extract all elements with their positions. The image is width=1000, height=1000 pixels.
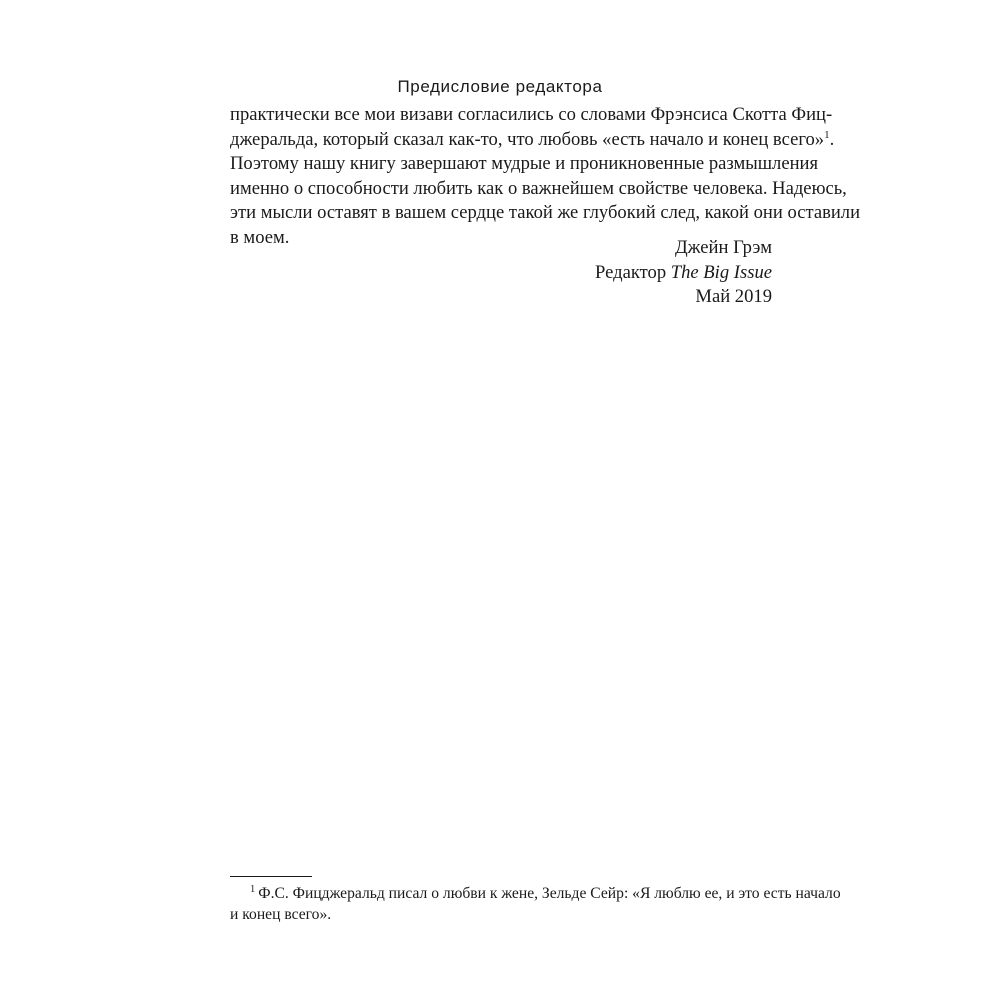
body-line-6: в моем. [230,226,290,248]
body-line-5: эти мысли оставят в вашем сердце такой же глубокий след, какой они оставили [230,202,861,223]
body-line-4: именно о способности любить как о важнейшем свойстве человека. Надеюсь, [230,177,847,199]
footnote-line-2: и конец всего». [230,906,332,923]
author-role [230,261,772,286]
running-head: Предисловие редактора [397,77,603,96]
footnote-text-1: Ф.С. Фицджеральд писал о любви к жене, Зельде Сейр: «Я люблю ее, и это есть начало [258,885,841,902]
signature-date: Май 2019 [695,286,772,307]
body-line-2-text: джеральда, который сказал как-то, что любовь «есть начало и конец всего» [230,128,825,150]
role-prefix: Редактор [595,261,671,283]
footnote-line-1 [230,883,841,904]
body-line-3: Поэтому нашу книгу завершают мудрые и проникновенные размышления [230,153,819,174]
body-line-2-period: . [829,128,835,150]
footnote-divider [230,876,312,877]
publication-name: The Big Issue [670,261,772,283]
body-line-2 [230,128,835,153]
footnote-number: 1 [250,883,256,895]
body-paragraph [230,103,861,250]
footnote [230,883,841,925]
footnote-reference[interactable]: 1 [824,128,830,141]
signature-block [230,236,772,310]
body-line-1: практически все мои визави согласились со словами Фрэнсиса Скотта Фиц- [230,104,833,125]
author-name: Джейн Грэм [674,237,772,258]
